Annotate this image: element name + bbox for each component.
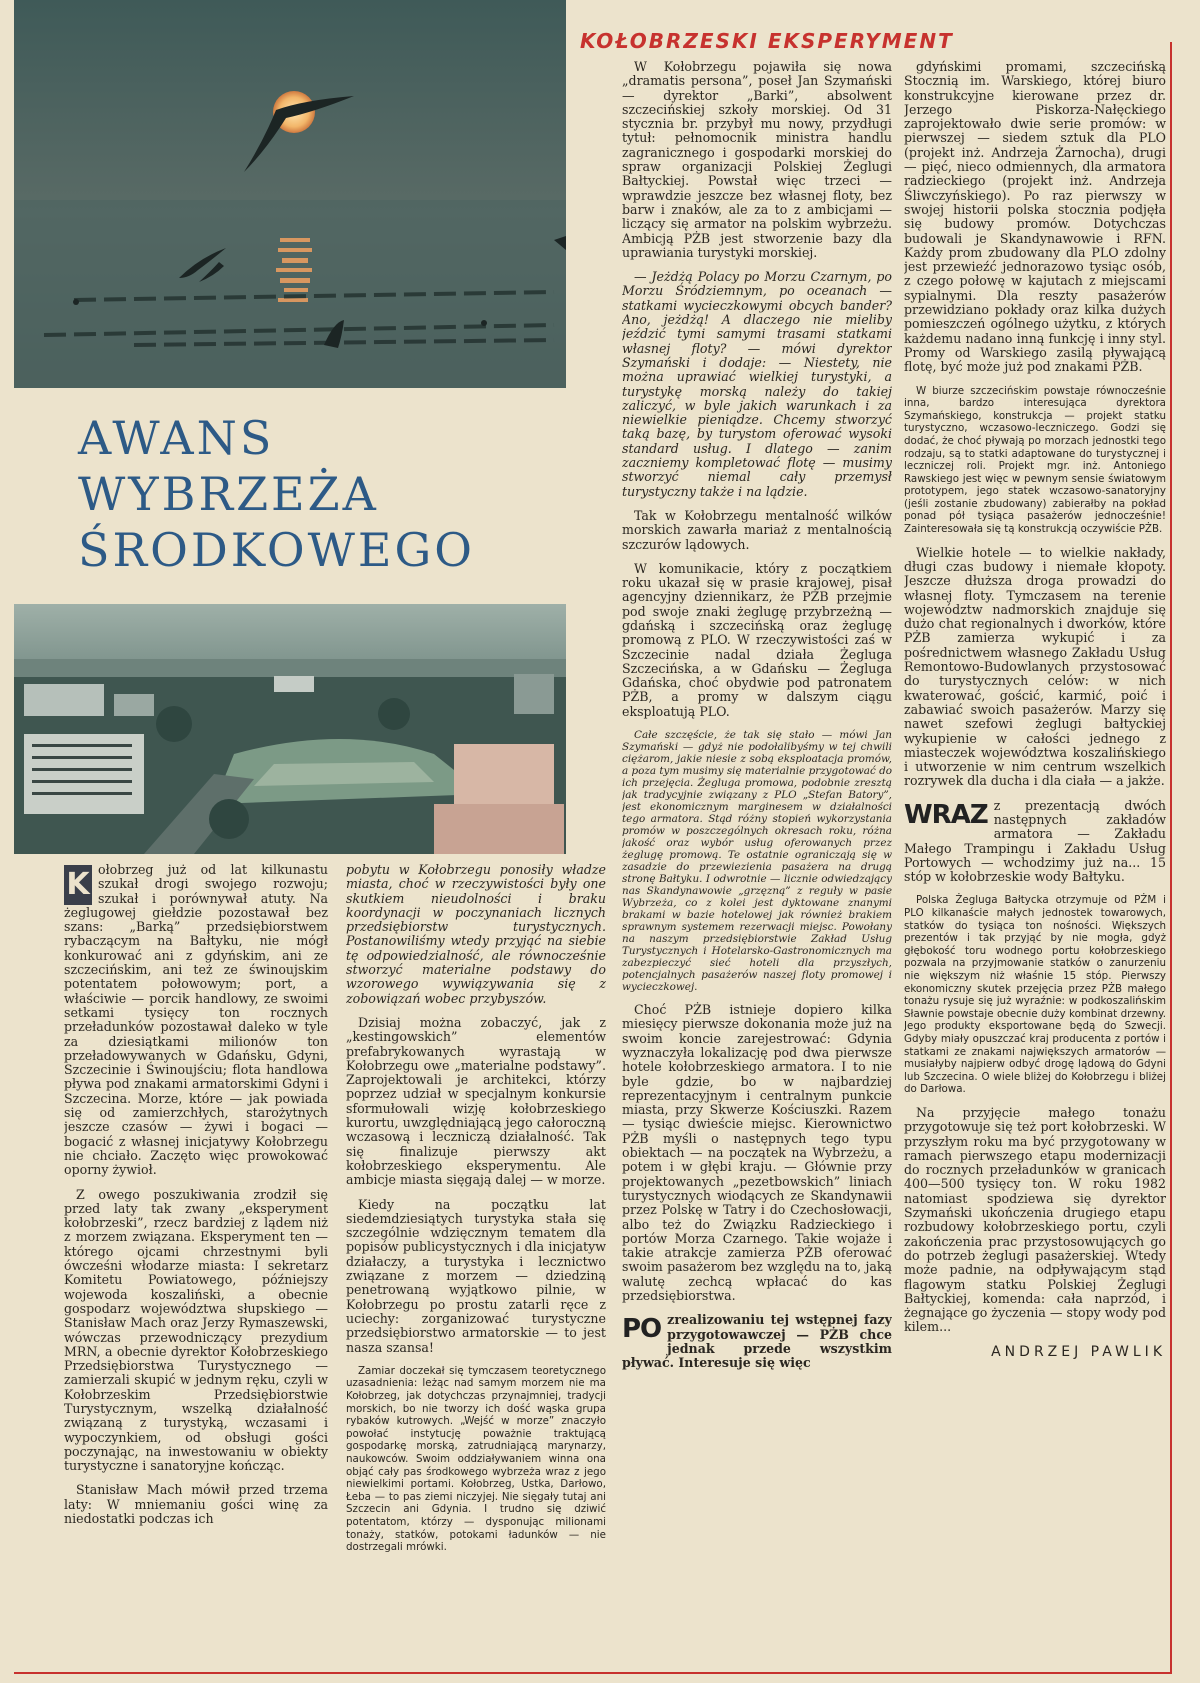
drop-cap-k: K <box>64 865 92 905</box>
col3-p7-text: zrealizowaniu tej wstępnej fazy przygotowawczej — PŻB chce jednak przede wszystkim pływać. Interesuje się więc <box>622 1312 892 1371</box>
bottom-rule <box>14 1672 1172 1674</box>
col1-paragraph-1 <box>64 863 328 1178</box>
col4-paragraph-4 <box>904 799 1166 885</box>
col3-paragraph-1: W Kołobrzegu pojawiła się nowa „dramatis persona”, poseł Jan Szymański — dyrektor „Barki”, absolwent szczecińskiej szkoły morskiej. Od 31 stycznia br. przybył mu nowy, przydługi tytuł: pełnomocnik ministra handlu zagranicznego i gospodarki morskiej do spraw organizacji Polskiej Żeglugi Bałtyckiej. Powstał więc trzeci — wprawdzie jeszcze bez własnej floty, bez barw i znaków, ale za to z ambicjami — liczący się armator na polskim wybrzeżu. Ambicją PŻB jest stworzenie bazy dla uprawiania turystyki morskiej. <box>622 60 892 260</box>
drop-cap-po: PO <box>622 1314 662 1345</box>
right-rule <box>1170 42 1172 1672</box>
column-3 <box>622 60 892 1665</box>
col4-p4-text: z prezentacją dwóch następnych zakładów armatora — Zakładu Małego Trampingu i Zakładu Usług Portowych — wchodzimy już na... 15 stóp w kołobrzeskie wody Bałtyku. <box>904 797 1166 885</box>
col4-paragraph-2: W biurze szczecińskim powstaje równocześnie inna, bardzo interesująca dyrektora Szymańskiego, konstrukcja — projekt statku turystyczno, wczasowo-leczniczego. Godzi się dodać, że choć pływają po morzach jednostki tego rodzaju, są to statki adaptowane do turystycznej i leczniczej roli. Projekt mgr. inż. Antoniego Rawskiego jest więc w pewnym sensie światowym prototypem, jego statek wczasowo-sanatoryjny (jeśli zostanie zbudowany) zabierałby na pokład ponad pół tysiąca pasażerów jednocześnie! Zainteresowała się tą konstrukcją oczywiście PŻB. <box>904 384 1166 536</box>
title-line-2: WYBRZEŻA <box>78 467 379 521</box>
title-line-3: ŚRODKOWEGO <box>78 523 475 577</box>
col4-paragraph-3: Wielkie hotele — to wielkie nakłady, długi czas budowy i niemałe kłopoty. Jeszcze dłuższa droga prowadzi do własnej floty. Tymczasem na terenie województw nadmorskich znajduje się dużo chat regionalnych i dworków, które PŻB zamierza wykupić i za pośrednictwem własnego Zakładu Usług Remontowo-Budowlanych przystosować do turystycznych celów: w nich kwaterować, gościć, karmić, poić i zabawiać swoich pasażerów. Marzy się nawet szefowi żeglugi bałtyckiej wykupienie w całości jednego z miasteczek województwa koszalińskiego i utworzenie w nim centrum wszelkich rozrywek dla ducha i dla ciała — a jakże. <box>904 544 1166 789</box>
col1-paragraph-2: Z owego poszukiwania zrodził się przed laty tak zwany „eksperyment kołobrzeski”, rzecz bardziej z lądem niż z morzem związana. Eksperyment ten — którego ojcami chrzestnymi byli ówcześni włodarze miasta: I sekretarz Komitetu Powiatowego, późniejszy wojewoda koszaliński, a obecnie gospodarz województwa słupskiego — Stanisław Mach oraz Jerzy Rymaszewski, wówczas przewodniczący prezydium MRN, a obecnie dyrektor Kołobrzeskiego Przedsiębiorstwa Turystycznego — zamierzali skupić w jednym ręku, czyli w Kołobrzeskim Przedsiębiorstwie Turystycznym, wszelką działalność związaną z turystyką, wczasami i wypoczynkiem, od obsługi gości poczynając, na inwestowaniu w obiekty turystyczne i sanatoryjne kończąc. <box>64 1186 328 1474</box>
col3-paragraph-3: Tak w Kołobrzegu mentalność wilków morskich zawarła mariaż z mentalnością szczurów lądowych. <box>622 507 892 552</box>
col3-paragraph-2: — Jeżdżą Polacy po Morzu Czarnym, po Morzu Śródziemnym, po oceanach — statkami wycieczkowymi obcych bander? Ano, jeżdżą! A dlaczego nie mieliby jeździć tymi samymi trasami statkami własnej floty? — mówi dyrektor Szymański i dodaje: — Niestety, nie można uprawiać wielkiej turystyki, a turystykę morską należy do takiej zaliczyć, w byle jakich warunkach i za niewielkie pieniądze. Chcemy stworzyć taką bazę, by turystom oferować wysoki standard usług. I dlatego — zanim zaczniemy kompletować flotę — musimy stworzyć niemal cały przemysł turystyczny także i na lądzie. <box>622 269 892 499</box>
seascape-photo <box>14 0 566 388</box>
col2-paragraph-1: pobytu w Kołobrzegu ponosiły władze miasta, choć w rzeczywistości były one skutkiem nieudolności i braku koordynacji w poczynaniach licznych przedsiębiorstw turystycznych. Postanowiliśmy wtedy przyjąć na siebie tę odpowiedzialność, ale równocześnie stworzyć materialne podstawy do wzorowego wywiązywania się z zobowiązań wobec przybyszów. <box>346 863 606 1006</box>
series-title: KOŁOBRZESKI EKSPERYMENT <box>580 28 1170 54</box>
article-title <box>78 410 548 578</box>
col4-paragraph-1: gdyńskimi promami, szczecińską Stocznią im. Warskiego, której biuro konstrukcyjne kierowane przez dr. Jerzego Piskorza-Nałęckiego zaprojektowało dwie serie promów: w pierwszej — siedem sztuk dla PLO (projekt inż. Andrzeja Żarnocha), drugi — pięć, nieco odmiennych, dla armatora radzieckiego (projekt inż. Andrzeja Śliwczyńskiego). Po raz pierwszy w swojej historii polska stocznia podjęła się budowy promów. Dotychczas budowali je Skandynawowie i RFN. Każdy prom zbudowany dla PLO zdolny jest przewieźć jednorazowo tysiąc osób, z czego połowę w kajutach z miejscami sypialnymi. Dla reszty pasażerów przewidziano pokłady oraz kilka dużych pomieszczeń ogólnego użytku, z których każdemu nadano inną funkcję i inny styl. Promy od Warskiego zasilą pływającą flotę, być może już pod znakami PŻB. <box>904 60 1166 375</box>
col2-paragraph-4: Zamiar doczekał się tymczasem teoretycznego uzasadnienia: leżąc nad samym morzem nie ma Kołobrzeg, jak dotychczas przynajmniej, tradycji morskich, bo nie tworzy ich dość wąska grupa rybaków kutrowych. „Wejść w morze” znaczyło powołać instytucję poważnie traktującą gospodarkę morską, zatrudniającą marynarzy, naukowców. Swoim oddziaływaniem winna ona objąć cały pas środkowego wybrzeża wraz z jego niewielkimi portami. Kołobrzeg, Ustka, Darłowo, Łeba — to pas ziemi niczyjej. Nie sięgały tutaj ani Szczecin ani Gdynia. I trudno się dziwić potentatom, którzy — dysponując milionami tonaży, statków, potokami ładunków — nie dostrzegali mrówki. <box>346 1364 606 1554</box>
col3-paragraph-7 <box>622 1313 892 1370</box>
col1-p1-text: ołobrzeg już od lat kilkunastu szukał drogi swojego rozwoju; szukał i porównywał atuty. Na żeglugowej giełdzie pozostawał bez szans: „Barką” przedsiębiorstwem rybaczącym na Bałtyku, nie mógł konkurować ani z gdyńskim, ani ze szczecińskim, ani też ze świnoujskim potentatem połowowym; port, a właściwie — porcik handlowy, ze swoimi setkami tysięcy ton rocznych przeładunków pozostawał daleko w tyle za dziesiątkami milionów ton przeładowywanych w Gdańsku, Gdyni, Szczecinie i Świnoujściu; flota handlowa pływa pod znakami armatorskimi Gdyni i Szczecina. Morze, które — jak powiada się od zamierzchłych, starożytnych jeszcze czasów — żywi i bogaci — bogacić z własnej inicjatywy Kołobrzegu nie chciało. Zaczęto więc prowokować oporny żywioł. <box>64 863 328 1178</box>
col3-paragraph-6: Choć PŻB istnieje dopiero kilka miesięcy pierwsze dokonania może już na swoim koncie zarejestrować: Gdynia wyznaczyła lokalizację pod dwa pierwsze hotele kołobrzeskiego armatora. I to nie byle gdzie, bo w najbardziej reprezentacyjnym i centralnym punkcie miasta, przy Skwerze Kościuszki. Razem — tysiąc dwieście miejsc. Kierownictwo PŻB myśli o następnych tego typu obiektach — na początek na Wybrzeżu, a potem i w głębi kraju. — Głównie przy projektowanych „pezetbowskich” liniach turystycznych wiodących ze Skandynawii przez Polskę w Tatry i do Czechosłowacji, albo też do Związku Radzieckiego i portów Morza Czarnego. Takie wojaże i takie atrakcje zamierza PŻB oferować swoim pasażerom bez względu na to, jaką walutę zechcą wpłacać do kas przedsiębiorstwa. <box>622 1002 892 1303</box>
col3-paragraph-5: Całe szczęście, że tak się stało — mówi Jan Szymański — gdyż nie podołalibyśmy w tej chwili ciężarom, jakie niesie z sobą eksploatacja promów, a poza tym musimy się materialnie przygotować do ich przejęcia. Żegluga promowa, podobnie zresztą jak tradycyjnie związany z PLO „Stefan Batory”, jest ekonomicznym marginesem w działalności tego armatora. Stąd różny stopień wykorzystania promów w poszczególnych okresach roku, różna jakość oraz wybór usług oferowanych przez żeglugę promową. Te ostatnie ograniczają się w zasadzie do przewiezienia pasażera na drugą stronę Bałtyku. I odwrotnie — licznie odwiedzający nas Skandynawowie „grzęzną” z reguły w pasie Wybrzeża, co z kolei jest dyktowane znanymi brakami w bazie hotelowej jak również brakiem sprawnym systemem rezerwacji miejsc. Powołany na naszym przedsiębiorstwie Zakład Usług Turystycznych i Hotelarsko-Gastronomicznych ma zabezpieczyć sieć hoteli dla przyszłych, potencjalnych pasażerów naszej floty promowej i wycieczkowej. <box>622 729 892 994</box>
title-line-1: AWANS <box>78 411 275 465</box>
col2-paragraph-2: Dzisiaj można zobaczyć, jak z „kestingowskich” elementów prefabrykowanych wyrastają w Kołobrzegu owe „materialne podstawy”. Zaprojektowali je architekci, którzy poprzez udział w specjalnym konkursie sformułowali wizję kołobrzeskiego kurortu, uwzględniającą jego całoroczną wczasową i leczniczą działalność. Tak się finalizuje pierwszy akt kołobrzeskiego eksperymentu. Ale ambicje miasta sięgają dalej — w morze. <box>346 1014 606 1188</box>
col3-paragraph-4: W komunikacie, który z początkiem roku ukazał się w prasie krajowej, pisał agencyjny dziennikarz, że PŻB przejmie pod swoje znaki żeglugę przybrzeżną — gdańską i szczecińską oraz żeglugę promową z PLO. W rzeczywistości zaś w Szczecinie nadal działa Żegluga Szczecińska, a w Gdańsku — Żegluga Gdańska, choć obydwie pod patronatem PŻB, a promy w dalszym ciągu eksploatują PLO. <box>622 560 892 719</box>
drop-cap-wraz: WRAZ <box>904 799 988 830</box>
column-1 <box>64 863 328 1663</box>
col4-paragraph-5: Polska Żegluga Bałtycka otrzymuje od PŻM i PLO kilkanaście małych jednostek towarowych, statków do tysiąca ton nośności. Większych prezentów i tak przyjąć by nie mogła, gdyż głębokość toru wodnego portu kołobrzeskiego pozwala na przyjmowanie statków o zanurzeniu nie większym niż właśnie 15 stóp. Pierwszy ekonomiczny skutek przejęcia przez PŻB małego tonażu rysuje się już wyraźnie: w podkoszalińskim Sławnie powstaje obecnie duży kombinat drzewny. Jego produkty eksportowane będą do Szwecji. Gdyby miały opuszczać kraj producenta z portów i statkami ze znakami największych armatorów — musiałyby najpierw odbyć drogę lądową do Gdyni lub Szczecina. O wiele bliżej do Kołobrzegu i bliżej do Darłowa. <box>904 894 1166 1096</box>
col2-paragraph-3: Kiedy na początku lat siedemdziesiątych turystyka stała się szczególnie wdzięcznym tematem dla popisów publicystycznych i dla inicjatyw działaczy, a turystyka i lecznictwo związane z morzem — dziedziną penetrowaną wyjątkowo pilnie, w Kołobrzegu po prostu zatarli ręce z uciechy: zorganizować turystyczne przedsiębiorstwo armatorskie — to jest nasza szansa! <box>346 1196 606 1355</box>
aerial-city-photo <box>14 604 566 854</box>
col1-paragraph-3: Stanisław Mach mówił przed trzema laty: W mniemaniu gości winę za niedostatki podczas ich <box>64 1482 328 1527</box>
column-2 <box>346 863 606 1663</box>
col4-paragraph-6: Na przyjęcie małego tonażu przygotowuje się też port kołobrzeski. W przyszłym roku ma być przygotowany w ramach pierwszego etapu modernizacji do rocznych przeładunków w granicach 400—500 tysięcy ton. W roku 1982 natomiast spodziewa się dyrektor Szymański ukończenia drugiego etapu rozbudowy kołobrzeskiego portu, czyli zakończenia prac przystosowujących go do potrzeb żeglugi pasażerskiej. Wtedy może padnie, na odpływającym stąd flagowym statku Polskiej Żeglugi Bałtyckiej, komenda: cała naprzód, i żegnające go życzenia — stopy wody pod kilem... <box>904 1104 1166 1335</box>
author-byline: ANDRZEJ PAWLIK <box>991 1343 1166 1360</box>
column-4 <box>904 60 1166 1665</box>
